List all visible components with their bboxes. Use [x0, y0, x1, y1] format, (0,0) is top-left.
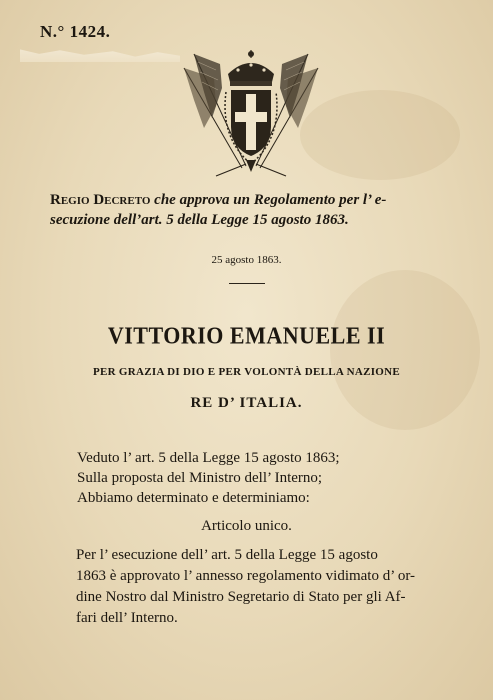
torn-paper-edge [20, 44, 180, 62]
king-title: RE D’ ITALIA. [190, 395, 303, 411]
article-line: fari dell’ Interno. [76, 610, 178, 626]
decree-line1: che approva un Regolamento per l’ e- [154, 192, 387, 208]
decree-line2: secuzione dell’art. 5 della Legge 15 agosto 1863. [50, 212, 349, 228]
decree-number: N.° 1424. [40, 22, 111, 41]
article-body [76, 545, 442, 629]
preamble-line: Veduto l’ art. 5 della Legge 15 agosto 1863; [77, 450, 340, 466]
preamble-line: Sulla proposta del Ministro dell’ Interno; [77, 470, 323, 486]
grace-formula: PER GRAZIA DI DIO E PER VOLONTÀ DELLA NAZIONE [92, 366, 401, 378]
decree-lead: Regio Decreto [50, 192, 151, 208]
article-line: 1863 è approvato l’ annesso regolamento vidimato d’ or- [76, 568, 416, 584]
decree-heading [50, 190, 445, 230]
article-line: dine Nostro dal Ministro Segretario di Stato per gli Af- [76, 589, 406, 605]
decree-date: 25 agosto 1863. [211, 254, 282, 266]
article-heading: Articolo unico. [201, 518, 292, 534]
king-name: VITTORIO EMANUELE II [107, 321, 386, 350]
coat-of-arms-icon [176, 48, 326, 178]
preamble-line: Abbiamo determinato e determiniamo: [77, 490, 310, 506]
article-line: Per l’ esecuzione dell’ art. 5 della Legge 15 agosto [76, 547, 378, 563]
preamble [77, 448, 447, 508]
divider-rule [229, 283, 265, 284]
